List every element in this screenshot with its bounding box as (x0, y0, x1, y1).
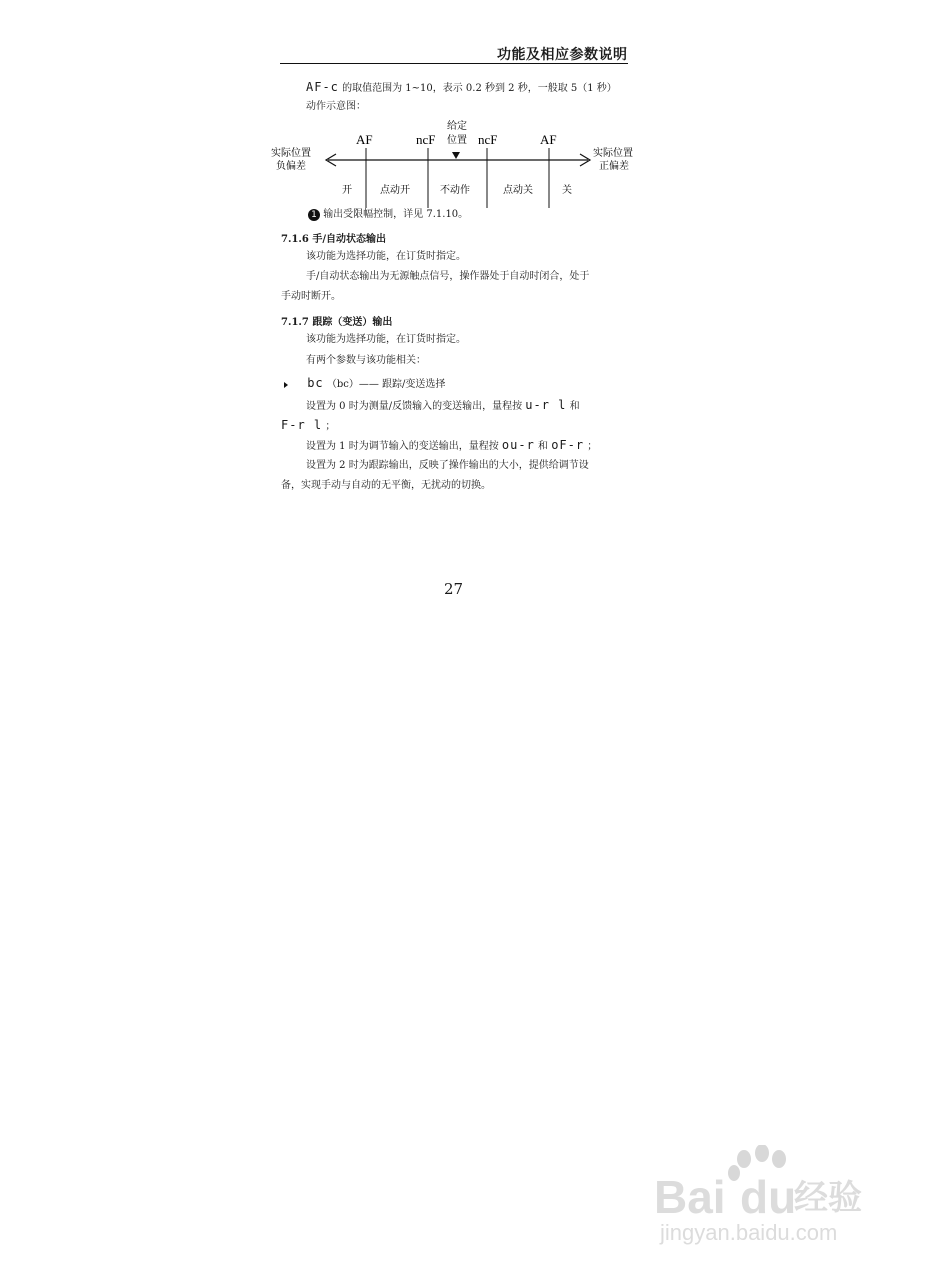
note-number-icon: 1 (308, 209, 320, 221)
bullet-triangle-icon (284, 382, 288, 388)
set0-and: 和 (569, 401, 580, 412)
set0-line (306, 398, 580, 414)
label-af-right: AF (540, 132, 557, 147)
set1-end: ； (587, 441, 598, 452)
bc-text: （bc）—— 跟踪/变送选择 (326, 379, 446, 390)
section-7-1-6-heading: 7.1.6 手/自动状态输出 (281, 234, 386, 245)
set2-line-2: 备，实现手动与自动的无平衡，无扰动的切换。 (281, 480, 491, 491)
label-af-left: AF (356, 132, 373, 147)
afc-text-1: 的取值范围为 1~10，表示 0.2 秒到 2 秒，一般取 5（1 秒） (342, 83, 617, 94)
set0-code-1: u-r l (525, 398, 567, 412)
note-line (308, 208, 468, 222)
afc-line-1 (306, 80, 617, 96)
s716-para-1: 该功能为选择功能，在订货时指定。 (306, 251, 466, 262)
zone-jog-close: 点动关 (503, 185, 533, 196)
bc-code: bc (307, 376, 324, 390)
set0-line-2 (281, 418, 335, 434)
action-diagram (270, 118, 650, 218)
set2-line-1: 设置为 2 时为跟踪输出，反映了操作输出的大小，提供给调节设 (306, 460, 589, 471)
set1-code-1: ou-r (501, 438, 535, 452)
s717-para-1: 该功能为选择功能，在订货时指定。 (306, 334, 466, 345)
zone-idle: 不动作 (440, 185, 470, 196)
s716-para-2a: 手/自动状态输出为无源触点信号，操作器处于自动时闭合，处于 (306, 271, 590, 282)
page-number: 27 (444, 580, 464, 598)
set1-code-2: oF-r (551, 438, 585, 452)
left-label-2: 负偏差 (276, 161, 306, 172)
watermark-url: jingyan.baidu.com (660, 1220, 838, 1245)
given-label-1: 给定 (447, 121, 467, 132)
baidu-jingyan-watermark (652, 1145, 882, 1250)
label-ncf-left: ncF (416, 132, 436, 147)
zone-close: 关 (562, 185, 572, 196)
zone-jog-open: 点动开 (380, 185, 410, 196)
set0-end: ； (325, 421, 336, 432)
page-header-title: 功能及相应参数说明 (497, 47, 628, 63)
zone-open: 开 (342, 185, 352, 196)
given-position-triangle-icon (452, 152, 460, 159)
brand-jingyan: 经验 (794, 1178, 862, 1218)
brand-du: du (740, 1171, 797, 1223)
brand-bai: Bai (654, 1171, 726, 1223)
given-label-2: 位置 (447, 135, 467, 146)
right-label-2: 正偏差 (599, 161, 629, 172)
bullet-bc (284, 376, 445, 392)
afc-line-2: 动作示意图： (306, 101, 366, 112)
set0-text: 设置为 0 时为测量/反馈输入的变送输出，量程按 (306, 401, 523, 412)
set0-code-2: F-r l (281, 418, 323, 432)
set1-text: 设置为 1 时为调节输入的变送输出，量程按 (306, 441, 499, 452)
label-ncf-right: ncF (478, 132, 498, 147)
note-text: 输出受限幅控制，详见 7.1.10。 (323, 209, 469, 220)
set1-and: 和 (538, 441, 549, 452)
set1-line (306, 438, 597, 454)
s717-para-2: 有两个参数与该功能相关： (306, 355, 426, 366)
header-rule (280, 63, 628, 64)
section-7-1-7-heading: 7.1.7 跟踪（变送）输出 (281, 317, 393, 328)
afc-code: AF-c (306, 80, 339, 94)
right-label-1: 实际位置 (593, 148, 633, 159)
left-label-1: 实际位置 (271, 148, 311, 159)
s716-para-2b: 手动时断开。 (281, 291, 341, 302)
